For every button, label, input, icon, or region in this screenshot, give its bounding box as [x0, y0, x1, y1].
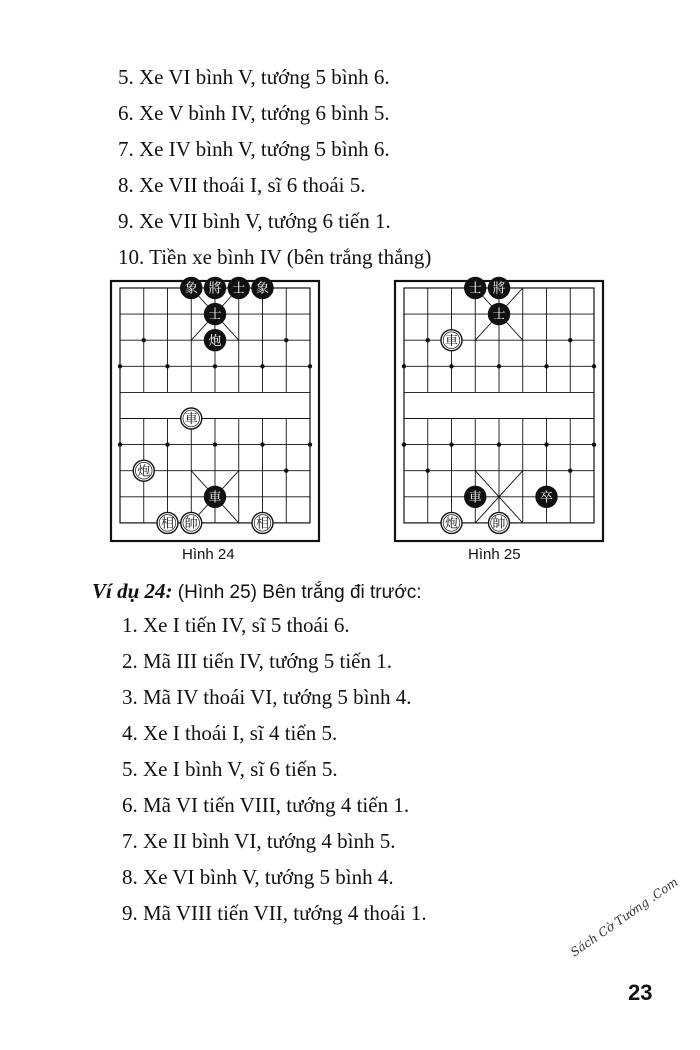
- piece-red-elephant: [252, 512, 273, 533]
- board-svg: [110, 280, 320, 542]
- piece-black-advisor: [465, 278, 486, 299]
- example-label: Ví dụ 24:: [92, 579, 173, 603]
- move-line: 8. Xe VI bình V, tướng 5 bình 4.: [122, 865, 394, 889]
- move-line: 5. Xe VI bình V, tướng 5 bình 6.: [118, 65, 390, 89]
- move-line: 7. Xe IV bình V, tướng 5 bình 6.: [118, 137, 390, 161]
- svg-text:車: 車: [208, 490, 222, 506]
- piece-black-general: [205, 278, 226, 299]
- svg-text:相: 相: [255, 516, 270, 532]
- svg-text:車: 車: [184, 412, 198, 428]
- piece-black-chariot: [465, 486, 486, 507]
- svg-text:卒: 卒: [539, 490, 554, 506]
- svg-text:炮: 炮: [208, 333, 222, 349]
- piece-red-chariot: [181, 408, 202, 429]
- svg-text:將: 將: [492, 281, 506, 297]
- svg-text:象: 象: [255, 281, 270, 297]
- piece-black-soldier: [536, 486, 557, 507]
- svg-text:帥: 帥: [492, 516, 506, 532]
- piece-black-advisor: [228, 278, 249, 299]
- figure-caption-24: Hình 24: [182, 546, 235, 563]
- svg-text:士: 士: [492, 307, 506, 323]
- page-number: 23: [628, 980, 653, 1005]
- figure-caption-25: Hình 25: [468, 546, 521, 563]
- watermark-logo: Sách Cờ Tướng .Com: [568, 874, 681, 960]
- piece-red-chariot: [441, 330, 462, 351]
- svg-text:士: 士: [208, 307, 222, 323]
- piece-black-chariot: [205, 486, 226, 507]
- move-line: 2. Mã III tiến IV, tướng 5 tiến 1.: [122, 649, 392, 673]
- piece-black-elephant: [252, 278, 273, 299]
- svg-text:車: 車: [444, 333, 459, 349]
- move-line: 4. Xe I thoái I, sĩ 4 tiến 5.: [122, 721, 338, 745]
- move-line: 8. Xe VII thoái I, sĩ 6 thoái 5.: [118, 173, 366, 197]
- move-line: 9. Mã VIII tiến VII, tướng 4 thoái 1.: [122, 901, 427, 925]
- move-line: 3. Mã IV thoái VI, tướng 5 bình 4.: [122, 685, 412, 709]
- piece-black-cannon: [205, 330, 226, 351]
- move-line: 7. Xe II bình VI, tướng 4 bình 5.: [122, 829, 396, 853]
- svg-text:相: 相: [160, 516, 175, 532]
- move-line: 6. Mã VI tiến VIII, tướng 4 tiến 1.: [122, 793, 410, 817]
- board-svg: [394, 280, 604, 542]
- piece-black-elephant: [181, 278, 202, 299]
- svg-text:炮: 炮: [137, 464, 151, 480]
- piece-red-cannon: [133, 460, 154, 481]
- piece-black-general: [489, 278, 510, 299]
- move-line: 10. Tiền xe bình IV (bên trắng thắng): [118, 245, 432, 269]
- example-heading: [92, 578, 422, 606]
- move-line: 9. Xe VII bình V, tướng 6 tiến 1.: [118, 209, 391, 233]
- piece-black-advisor: [489, 304, 510, 325]
- svg-text:士: 士: [232, 281, 246, 297]
- svg-text:士: 士: [468, 281, 482, 297]
- xiangqi-board-figure-24: [110, 280, 320, 542]
- piece-red-general: [181, 512, 202, 533]
- piece-red-general: [489, 512, 510, 533]
- move-line: 6. Xe V bình IV, tướng 6 bình 5.: [118, 101, 390, 125]
- svg-text:將: 將: [208, 281, 222, 297]
- move-line: 1. Xe I tiến IV, sĩ 5 thoái 6.: [122, 613, 350, 637]
- svg-text:車: 車: [468, 490, 482, 506]
- svg-text:炮: 炮: [444, 516, 459, 532]
- piece-red-elephant: [157, 512, 178, 533]
- piece-black-advisor: [205, 304, 226, 325]
- xiangqi-board-figure-25: [394, 280, 604, 542]
- example-text: (Hình 25) Bên trắng đi trước:: [172, 582, 422, 603]
- svg-text:象: 象: [184, 281, 198, 297]
- move-line: 5. Xe I bình V, sĩ 6 tiến 5.: [122, 757, 338, 781]
- svg-text:帥: 帥: [184, 516, 198, 532]
- piece-red-cannon: [441, 512, 462, 533]
